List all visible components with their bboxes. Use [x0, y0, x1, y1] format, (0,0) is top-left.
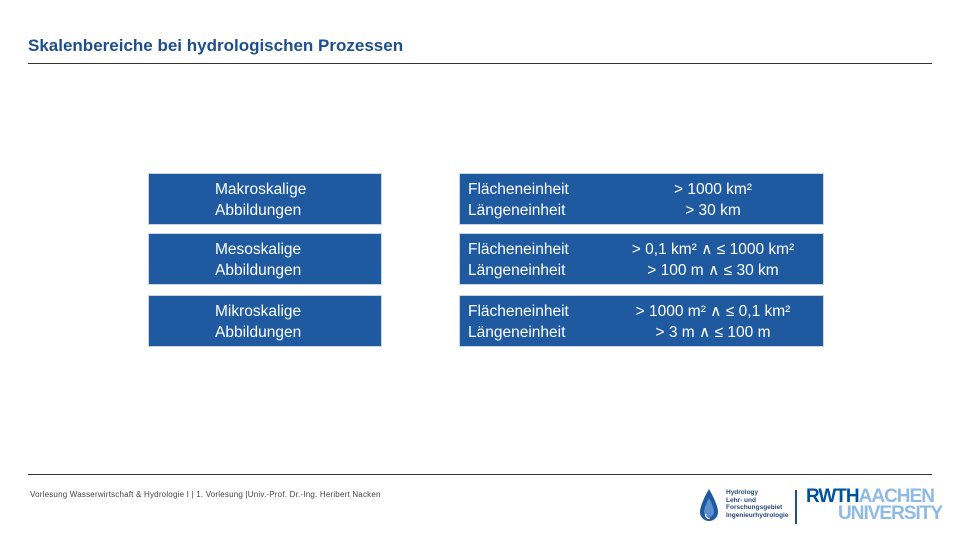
length-unit-value: > 100 m ∧ ≤ 30 km	[647, 262, 779, 279]
footer-divider	[28, 474, 932, 475]
area-unit-label: Flächeneinheit	[468, 241, 569, 258]
scale-box-macro	[148, 173, 382, 225]
footer-text: Vorlesung Wasserwirtschaft & Hydrologie I | 1. Vorlesung |Univ.-Prof. Dr.-Ing. Heribert Nacken	[30, 490, 381, 499]
hydrology-logo-line: Lehr- und	[726, 496, 756, 504]
rwth-logo-part1: RWTH	[806, 486, 859, 507]
length-unit-value: > 3 m ∧ ≤ 100 m	[655, 324, 771, 341]
unit-box-micro	[459, 295, 824, 347]
area-unit-value: > 0,1 km² ∧ ≤ 1000 km²	[631, 241, 795, 258]
area-unit-label: Flächeneinheit	[468, 303, 569, 320]
area-unit-value: > 1000 m² ∧ ≤ 0,1 km²	[635, 303, 791, 320]
length-unit-label: Längeneinheit	[468, 324, 566, 341]
hydrology-logo	[698, 486, 798, 528]
unit-box-macro	[459, 173, 824, 225]
area-unit-label: Flächeneinheit	[468, 181, 569, 198]
page-title: Skalenbereiche bei hydrologischen Prozessen	[28, 36, 404, 55]
water-drop-icon	[698, 488, 720, 524]
scale-label-line1: Mikroskalige	[215, 303, 302, 320]
length-unit-value: > 30 km	[685, 202, 741, 219]
logo-separator	[795, 490, 797, 524]
scale-label-line1: Makroskalige	[215, 181, 307, 198]
hydrology-logo-line: Hydrology	[726, 489, 759, 496]
header-divider	[28, 63, 932, 64]
unit-box-meso	[459, 233, 824, 285]
length-unit-label: Längeneinheit	[468, 202, 566, 219]
scale-box-micro	[148, 295, 382, 347]
scale-label-line1: Mesoskalige	[215, 241, 302, 258]
area-unit-value: > 1000 km²	[674, 181, 752, 198]
scale-label-line2: Abbildungen	[215, 262, 302, 279]
hydrology-logo-line: Forschungsgebiet	[726, 504, 783, 511]
scale-label-line2: Abbildungen	[215, 324, 302, 341]
length-unit-label: Längeneinheit	[468, 262, 566, 279]
rwth-logo	[806, 488, 942, 522]
hydrology-logo-line: Ingenieurhydrologie	[726, 511, 789, 519]
rwth-logo-part2: AACHEN	[858, 486, 934, 507]
scale-label-line2: Abbildungen	[215, 202, 302, 219]
scale-box-meso	[148, 233, 382, 285]
rwth-logo-line2: UNIVERSITY	[838, 503, 943, 524]
